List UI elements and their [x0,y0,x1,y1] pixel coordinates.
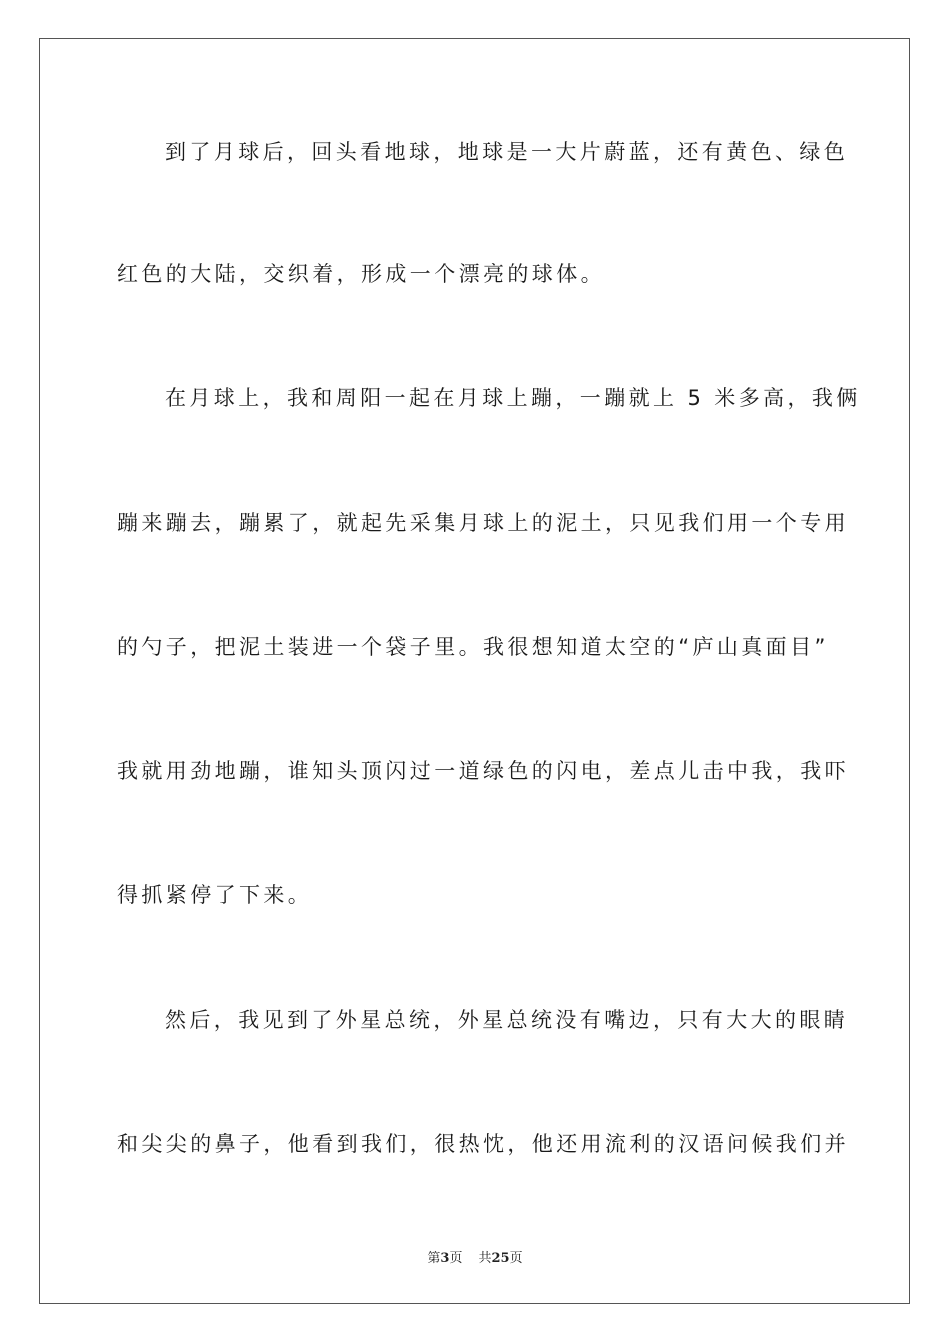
paragraph-2-line-4: 我就用劲地蹦，谁知头顶闪过一道绿色的闪电，差点儿击中我，我吓 [117,759,849,783]
paragraph-2-line-5: 得抓紧停了下来。 [117,883,313,907]
paragraph-3-line-1: 然后，我见到了外星总统，外星总统没有嘴边，只有大大的眼睛 [165,1008,849,1032]
paragraph-1-line-1: 到了月球后，回头看地球，地球是一大片蔚蓝，还有黄色、绿色 [165,140,849,164]
page-prefix: 第 [427,1251,441,1266]
paragraph-1-line-2: 红色的大陆，交织着，形成一个漂亮的球体。 [117,262,605,286]
paragraph-2-line-1: 在月球上，我和周阳一起在月球上蹦，一蹦就上 5 米多高，我俩 [165,386,861,410]
paragraph-2-line-2: 蹦来蹦去，蹦累了，就起先采集月球上的泥土，只见我们用一个专用 [117,511,849,535]
total-prefix: 共 [478,1251,492,1266]
paragraph-2-line-3: 的勺子，把泥土装进一个袋子里。我很想知道太空的“庐山真面目” [117,635,829,659]
paragraph-3-line-2: 和尖尖的鼻子，他看到我们，很热忱，他还用流利的汉语问候我们并 [117,1132,849,1156]
page-number: 3 [440,1251,450,1266]
page-border [39,38,910,1304]
total-suffix: 页 [509,1251,523,1266]
total-pages: 25 [491,1251,510,1266]
page-footer [0,1247,950,1266]
page-suffix: 页 [449,1251,463,1266]
